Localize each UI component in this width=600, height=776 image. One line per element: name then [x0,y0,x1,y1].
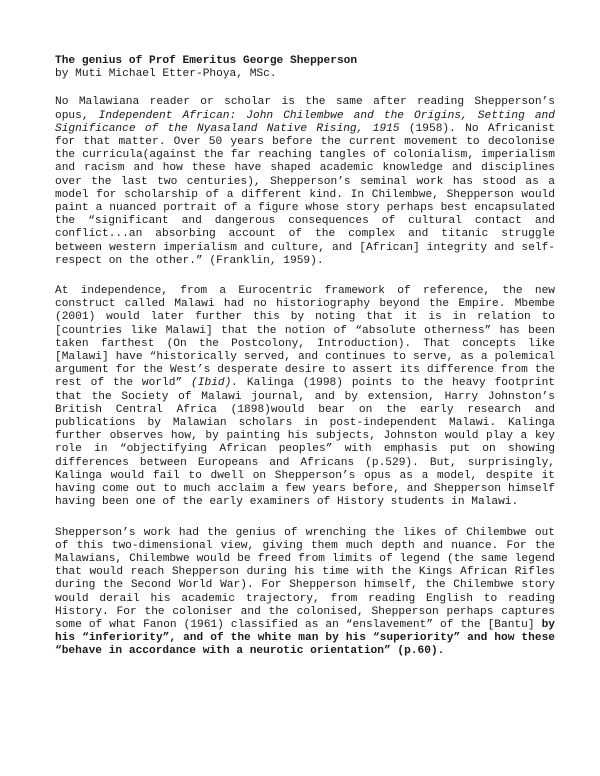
article-title: The genius of Prof Emeritus George Shepperson [55,55,358,67]
paragraph-1-text-b: (1958). No Africanist for that matter. Over 50 years before the current movement to decolonise the curricula(against the far reaching tangles of colonialism, imperialism and racism and how these have shaped academic knowledge and disciplines over the last two centuries), Shepperson’s seminal work has stood as a model for scholarship of a different kind. In Chilembwe, Shepperson would paint a nuanced portrait of a figure whose story perhaps best encapsulated the “significant and dangerous consequences of cultural contact and conflict...an absorbing account of the complex and titanic struggle between western imperialism and culture, and [African] integrity and self-respect on the other.” (Franklin, 1959). [55,122,556,267]
paragraph-2 [55,285,555,509]
document-body [55,55,555,676]
paragraph-2-text-a: At independence, from a Eurocentric framework of reference, the new construct called Malawi had no historiography beyond the Empire. Mbembe (2001) would later further this by noting that it is in relation to [countries like Malawi] that the notion of “absolute otherness” has been taken farthest (On the Postcolony, Introduction). That concepts like [Malawi] have “historically served, and continues to serve, as a polemical argument for the West’s desperate desire to assert its difference from the rest of the world” [55,285,555,390]
article-byline: by Muti Michael Etter-Phoya, MSc. [55,68,277,81]
paragraph-1-text-a: No Malawiana reader or scholar is the same after reading Shepperson’s opus, [55,96,555,122]
paragraph-3-text-a: Shepperson’s work had the genius of wrenching the likes of Chilembwe out of this two-dimensional view, giving them much depth and nuance. For the Malawians, Chilembwe would be freed from limits of legend (the same legend that would reach Shepperson during his time with the Kings African Rifles during the Second World War). For Shepperson himself, the Chilembwe story would derail his academic trajectory, from reading English to reading History. For the coloniser and the colonised, Shepperson perhaps captures some of what Fanon (1961) classified as an “enslavement” of the [Bantu] [55,526,555,631]
paragraph-3-bold-text: by his “inferiority”, and of the white man by his “superiority” and how these “behave in accordance with a neurotic orientation” (p.60). [55,618,555,658]
ibid-citation: (Ibid). [191,377,239,390]
paragraph-2-text-b: Kalinga (1998) points to the heavy footprint that the Society of Malawi journal, and by extension, Harry Johnston’s British Central Africa (1898)would bear on the early research and publications by Malawian scholars in post-independent Malawi. Kalinga further observes how, by painting his subjects, Johnston would play a key role in “objectifying African peoples” with emphasis put on showing differences between Europeans and Africans (p.529). But, surprisingly, Kalinga would fail to dwell on Shepperson’s opus as a model, despite it having come out to much acclaim a few years before, and Shepperson himself having been one of the early examiners of History students in Malawi. [55,377,555,509]
book-title: Independent African: John Chilembwe and the Origins, Setting and Significance of the Nyasaland Native Rising, 1915 [55,109,555,135]
paragraph-1 [55,96,555,268]
paragraph-3 [55,527,555,659]
